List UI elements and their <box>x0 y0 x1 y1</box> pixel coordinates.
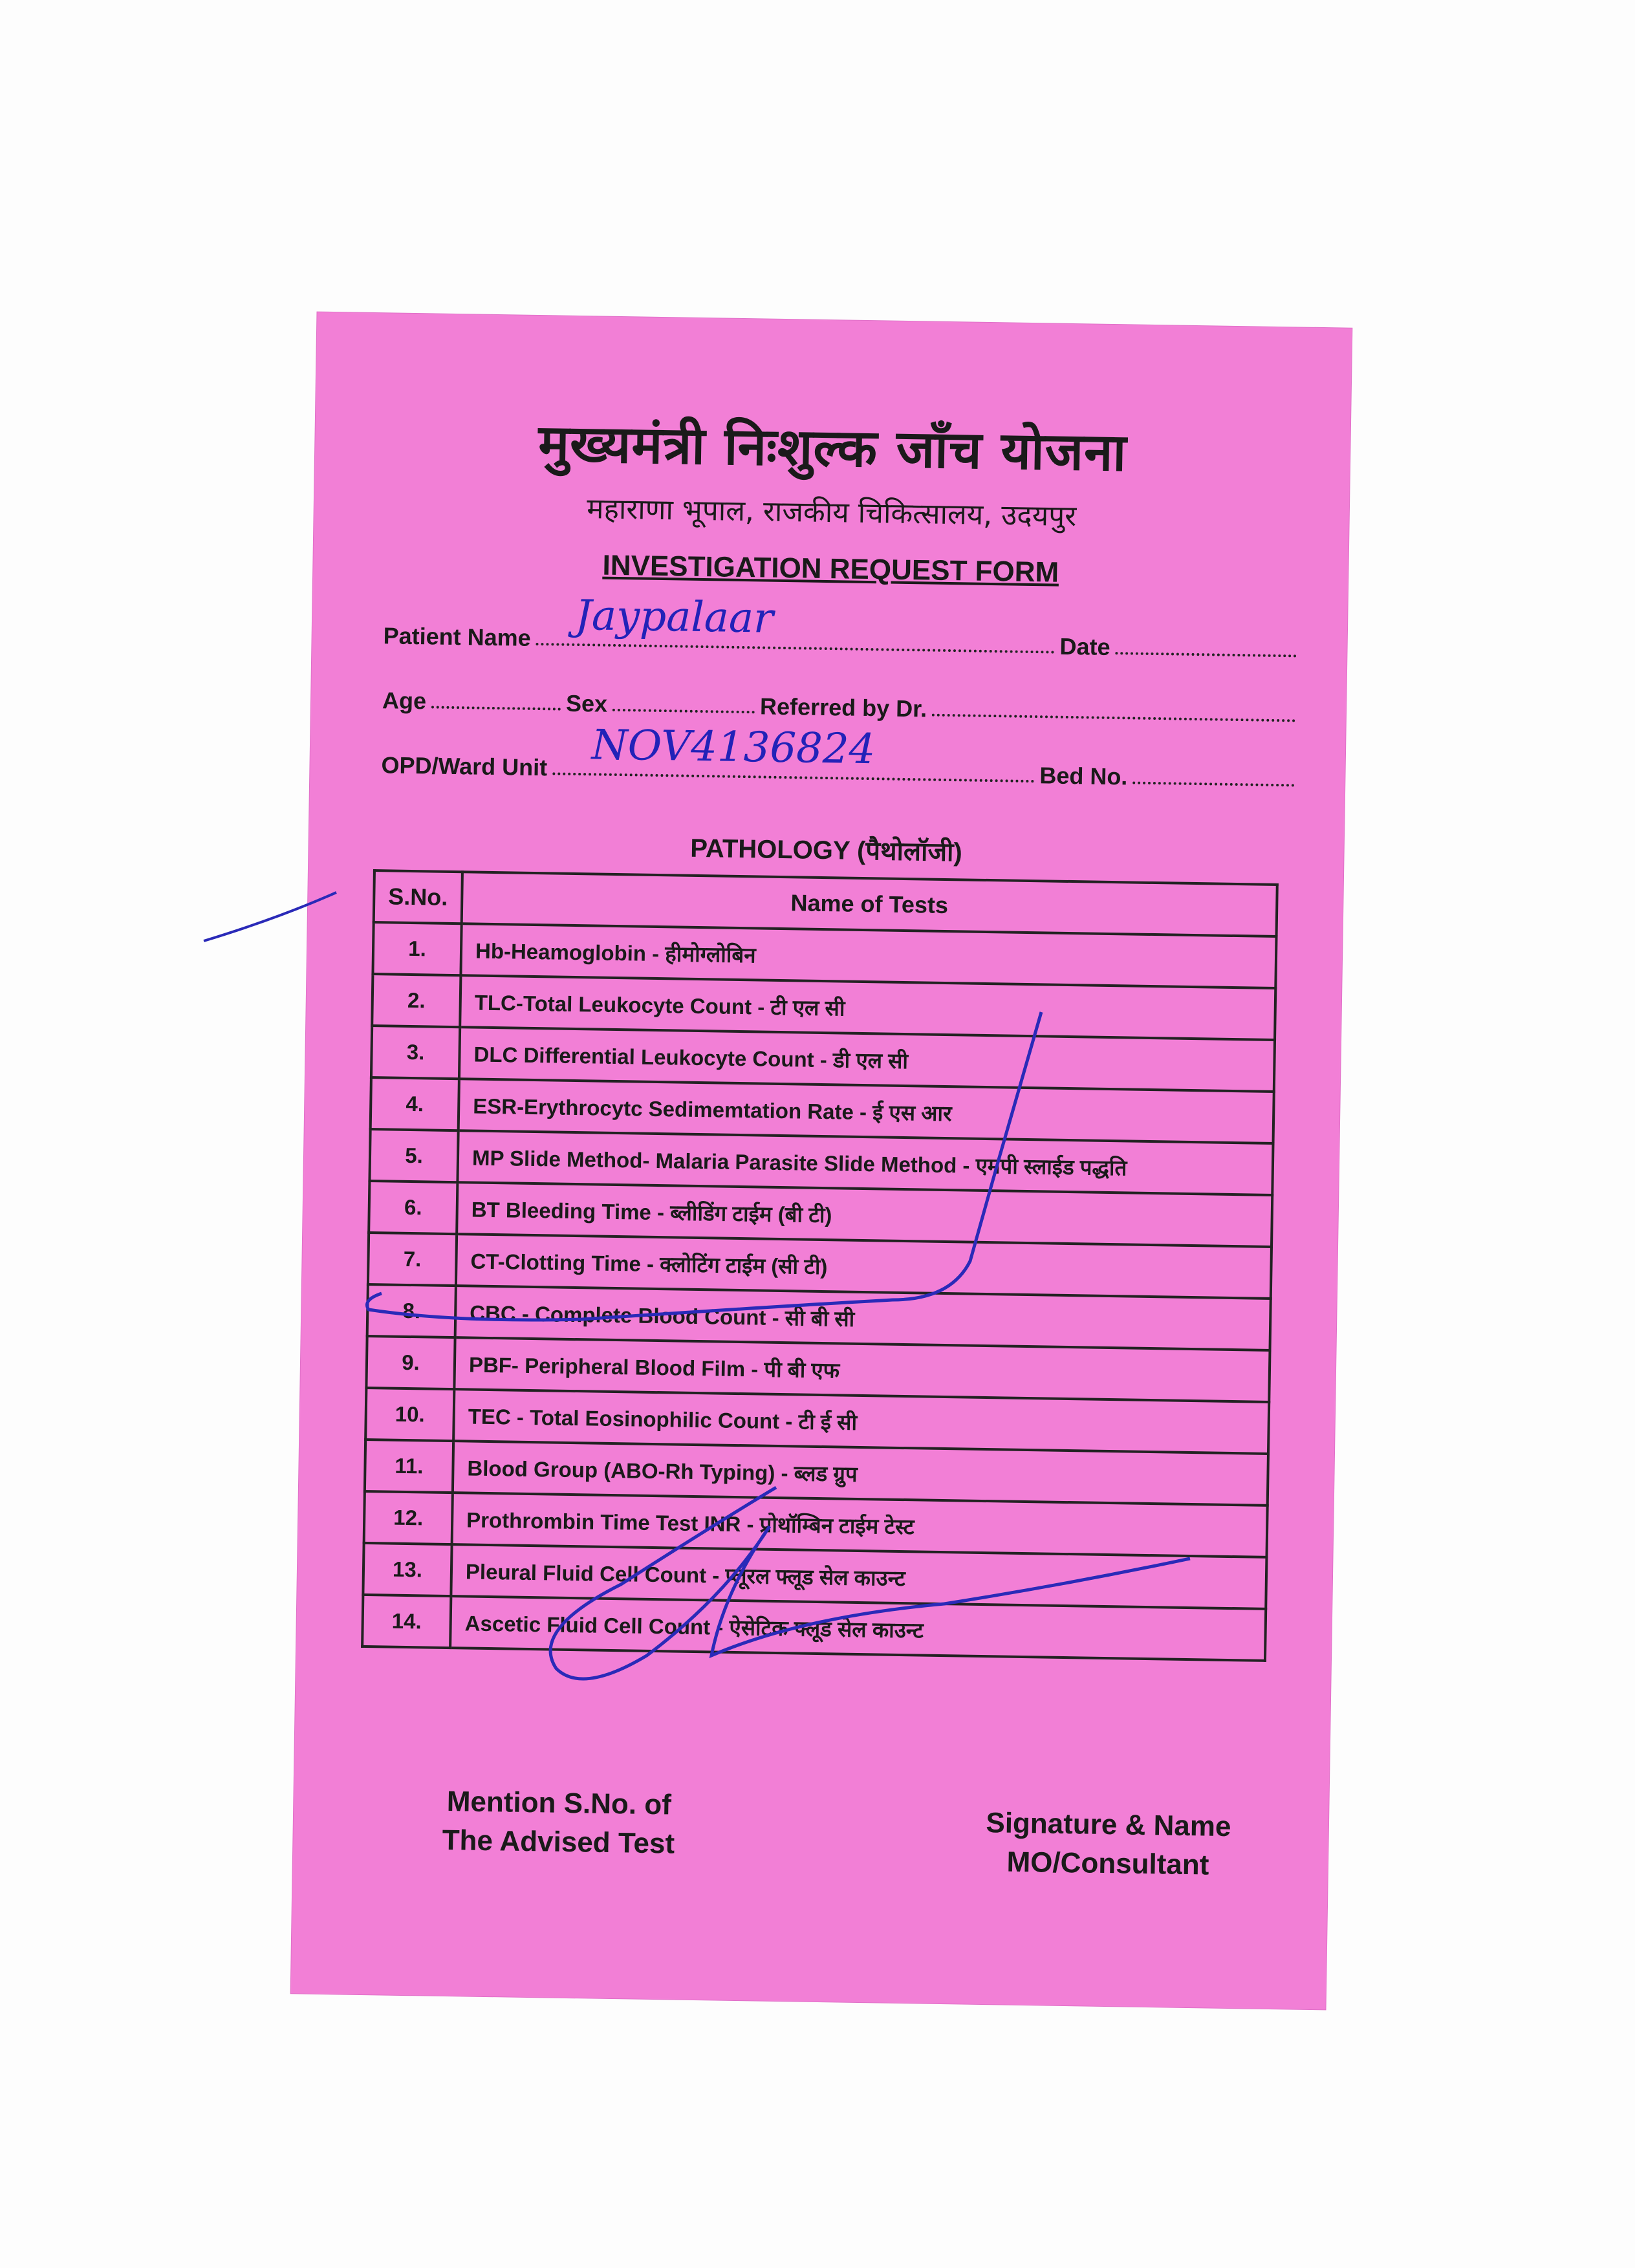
row-sno: 7. <box>368 1233 457 1286</box>
signature-line2: MO/Consultant <box>1006 1846 1209 1881</box>
advised-test-note <box>422 1782 695 1864</box>
opd-label: OPD/Ward Unit <box>381 751 548 781</box>
sex-field[interactable] <box>612 709 755 713</box>
row-test-name: DLC Differential Leukocyte Count - डी एल सी <box>459 1027 1275 1092</box>
tests-table <box>361 869 1279 1662</box>
row-sno: 3. <box>371 1026 460 1079</box>
row-test-name: ESR-Erythrocytc Sedimemtation Rate - ई एस आर <box>459 1079 1274 1143</box>
referred-by-field[interactable] <box>932 714 1295 722</box>
date-field[interactable] <box>1115 652 1296 657</box>
age-label: Age <box>382 687 427 715</box>
header-test-name: Name of Tests <box>462 872 1277 936</box>
row-sno: 1. <box>373 922 461 975</box>
row-test-name: Ascetic Fluid Cell Count - ऐसेटिक फ्लूड सेल काउन्ट <box>450 1596 1266 1661</box>
row-test-name: Blood Group (ABO-Rh Typing) - ब्लड ग्रुप <box>453 1441 1268 1506</box>
bed-no-label: Bed No. <box>1039 762 1128 790</box>
signature-line1: Signature & Name <box>986 1807 1231 1843</box>
hospital-name: महाराणा भूपाल, राजकीय चिकित्सालय, उदयपुर <box>586 492 1077 534</box>
row-test-name: CT-Clotting Time - क्लोटिंग टाईम (सी टी) <box>456 1234 1272 1299</box>
row-test-name: PBF- Peripheral Blood Film - पी बी एफ <box>454 1337 1270 1402</box>
row-sno: 4. <box>371 1077 459 1130</box>
row-sno: 14. <box>362 1595 451 1648</box>
date-label: Date <box>1059 632 1110 660</box>
row-sno: 2. <box>372 974 460 1027</box>
row-test-name: Pleural Fluid Cell Count - प्लूरल फ्लूड सेल काउन्ट <box>451 1544 1266 1609</box>
patient-name-label: Patient Name <box>383 622 532 651</box>
row-sno: 8. <box>367 1284 456 1337</box>
row-sno: 6. <box>369 1181 457 1234</box>
row-test-name: Hb-Heamoglobin - हीमोग्लोबिन <box>460 923 1276 988</box>
opd-field[interactable] <box>552 721 1034 783</box>
opd-handwritten: NOV4136824 <box>591 721 876 774</box>
row-sno: 11. <box>365 1440 453 1493</box>
row-test-name: TLC-Total Leukocyte Count - टी एल सी <box>460 975 1275 1040</box>
row-sno: 12. <box>364 1491 453 1544</box>
form-title: INVESTIGATION REQUEST FORM <box>602 549 1059 589</box>
age-row <box>382 675 1301 728</box>
opd-row <box>381 721 1300 793</box>
bed-no-field[interactable] <box>1132 781 1294 786</box>
sex-label: Sex <box>565 689 608 717</box>
patient-name-field[interactable] <box>536 591 1055 654</box>
row-sno: 5. <box>369 1129 458 1182</box>
row-sno: 10. <box>365 1388 454 1441</box>
row-test-name: CBC - Complete Blood Count - सी बी सी <box>455 1286 1271 1350</box>
header-sno: S.No. <box>374 870 462 923</box>
row-test-name: MP Slide Method- Malaria Parasite Slide Method - एमपी स्लाईड पद्धति <box>457 1130 1273 1195</box>
row-sno: 13. <box>363 1543 451 1596</box>
form-content <box>291 312 1352 2010</box>
advised-test-line1: Mention S.No. of <box>446 1786 672 1821</box>
advised-test-line2: The Advised Test <box>442 1824 675 1860</box>
row-test-name: BT Bleeding Time - ब्लीडिंग टाईम (बी टी) <box>457 1182 1272 1247</box>
row-test-name: Prothrombin Time Test INR - प्रोथॉम्बिन टाईम टेस्ट <box>452 1493 1268 1557</box>
patient-row <box>383 591 1302 664</box>
section-title: PATHOLOGY (पैथोलॉजी) <box>689 834 963 867</box>
scheme-title: मुख्यमंत्री निःशुल्क जाँच योजना <box>537 413 1127 483</box>
row-test-name: TEC - Total Eosinophilic Count - टी ई सी <box>453 1389 1269 1454</box>
row-sno: 9. <box>366 1336 455 1389</box>
referred-by-label: Referred by Dr. <box>759 693 927 722</box>
signature-block <box>953 1803 1264 1886</box>
age-field[interactable] <box>431 706 561 710</box>
form-sheet <box>291 312 1352 2010</box>
patient-name-handwritten: Jaypalaar <box>574 591 774 643</box>
